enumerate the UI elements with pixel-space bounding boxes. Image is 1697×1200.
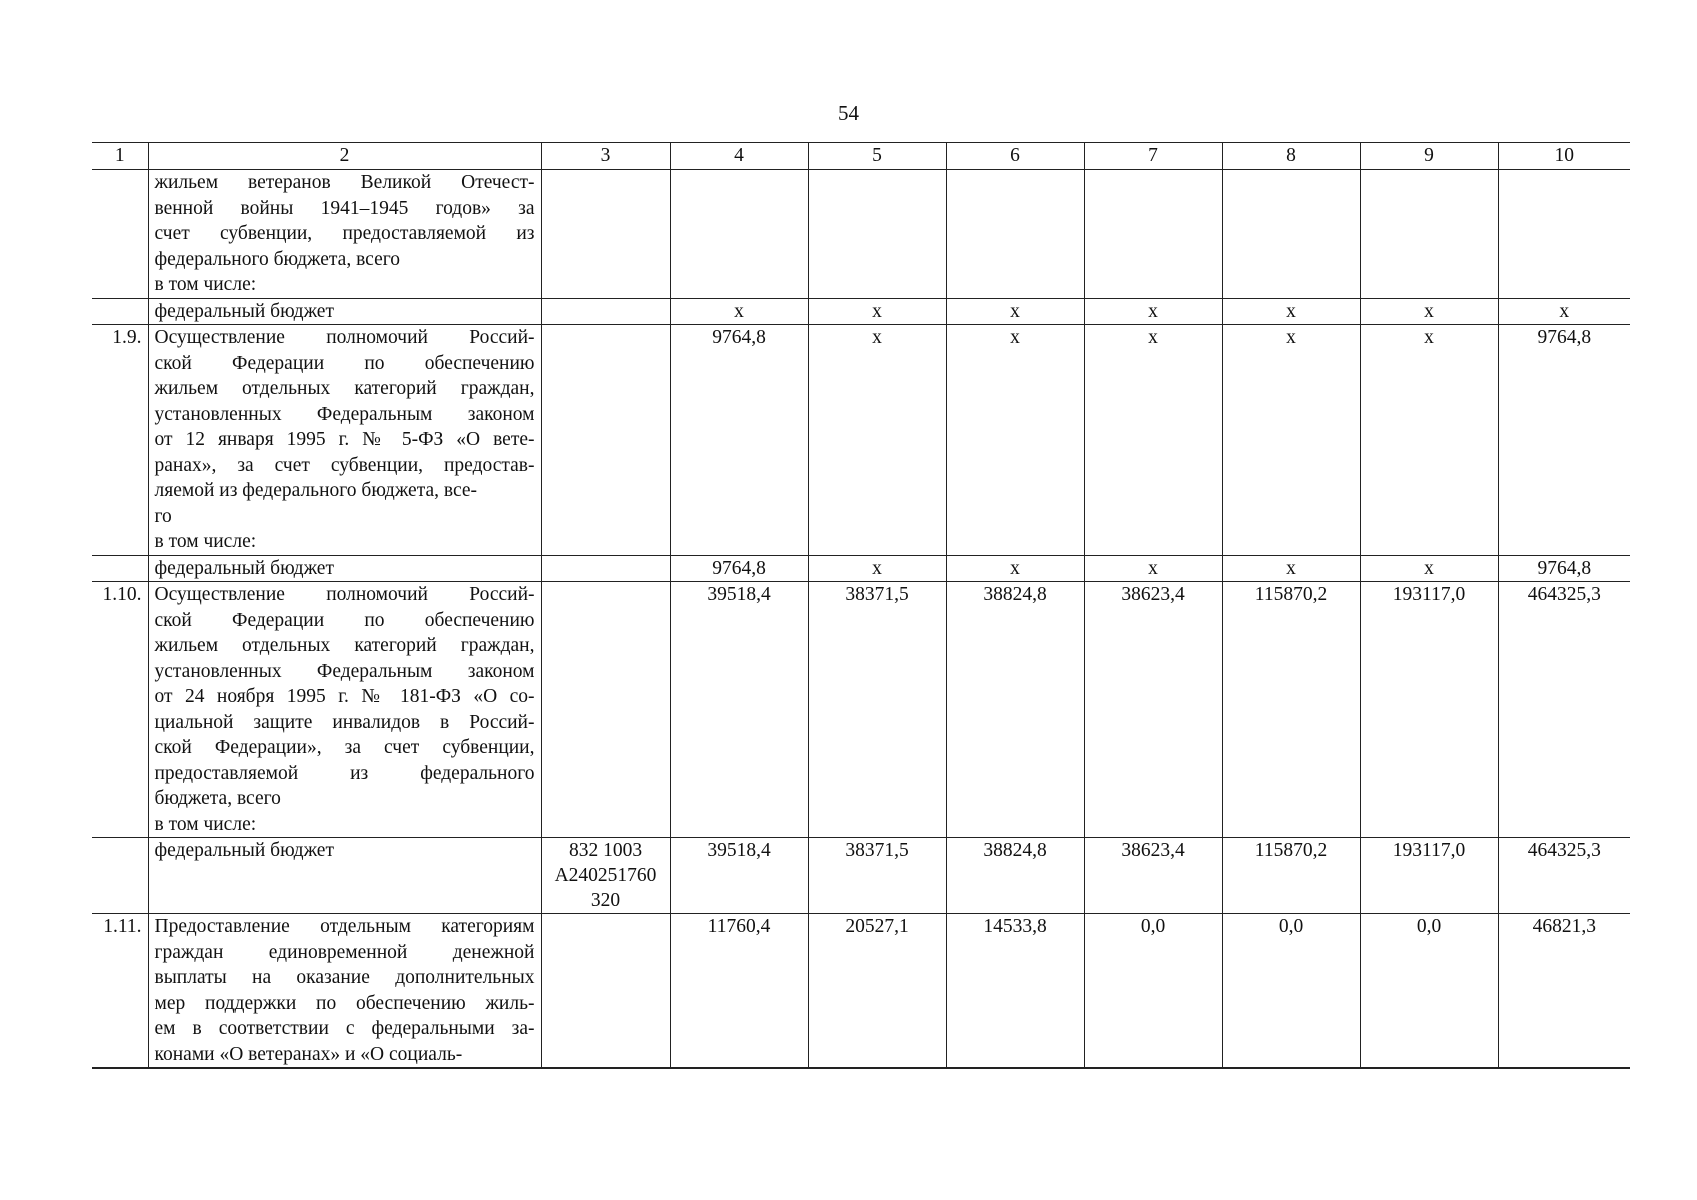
description-line: в том числе:: [154, 813, 257, 835]
header-cell: 8: [1222, 143, 1360, 170]
description-line: Осуществление полномочий Россий-: [154, 584, 535, 605]
table-row: [92, 325, 1630, 556]
value-cell: х: [946, 555, 1084, 582]
header-cell: 2: [148, 143, 541, 170]
budget-code: [541, 170, 670, 299]
budget-code-line: 320: [590, 890, 621, 911]
table-row: [92, 298, 1630, 325]
description-line: федерального бюджета, всего: [154, 248, 400, 270]
description-line: федеральный бюджет: [154, 557, 334, 579]
value-cell: х: [1084, 298, 1222, 325]
value-cell: 464325,3: [1498, 838, 1630, 914]
value-cell: х: [946, 298, 1084, 325]
value-cell: 0,0: [1222, 914, 1360, 1069]
header-cell: 1: [92, 143, 148, 170]
description-line: жильем отдельных категорий граждан,: [154, 378, 535, 399]
page-number: 54: [838, 101, 859, 125]
description-line: ем в соответствии с федеральными за-: [154, 1018, 535, 1039]
value-cell: 38824,8: [946, 582, 1084, 838]
description-line: в том числе:: [154, 274, 257, 295]
description-line: ской Федерации по обеспечению: [154, 352, 535, 374]
description-line: ранах», за счет субвенции, предостав-: [154, 454, 535, 476]
row-description: [148, 582, 541, 838]
value-cell: [1360, 170, 1498, 299]
value-cell: х: [1222, 325, 1360, 556]
description-line: от 12 января 1995 г. № 5-ФЗ «О вете-: [154, 429, 535, 450]
value-cell: 9764,8: [670, 325, 808, 556]
value-cell: 20527,1: [808, 914, 946, 1069]
description-line: ской Федерации по обеспечению: [154, 609, 535, 631]
table-row: [92, 582, 1630, 838]
header-cell: 6: [946, 143, 1084, 170]
budget-table: [92, 142, 1630, 1069]
value-cell: 38371,5: [808, 582, 946, 838]
value-cell: 9764,8: [670, 555, 808, 582]
row-number: 1.10.: [92, 582, 148, 838]
value-cell: х: [1498, 298, 1630, 325]
table-row: [92, 170, 1630, 299]
description-line: предоставляемой из федерального: [154, 762, 535, 784]
value-cell: 39518,4: [670, 582, 808, 838]
value-cell: 115870,2: [1222, 838, 1360, 914]
budget-code: [541, 582, 670, 838]
header-cell: 9: [1360, 143, 1498, 170]
value-cell: 39518,4: [670, 838, 808, 914]
value-cell: 0,0: [1084, 914, 1222, 1069]
budget-code: [541, 838, 670, 914]
description-line: установленных Федеральным законом: [154, 403, 535, 425]
budget-code: [541, 914, 670, 1069]
value-cell: х: [808, 298, 946, 325]
value-cell: 38824,8: [946, 838, 1084, 914]
value-cell: х: [1360, 298, 1498, 325]
description-line: Осуществление полномочий Россий-: [154, 327, 535, 348]
header-cell: 10: [1498, 143, 1630, 170]
value-cell: 0,0: [1360, 914, 1498, 1069]
header-cell: 4: [670, 143, 808, 170]
value-cell: [670, 170, 808, 299]
description-line: мер поддержки по обеспечению жиль-: [154, 992, 535, 1014]
value-cell: 9764,8: [1498, 555, 1630, 582]
value-cell: 38371,5: [808, 838, 946, 914]
value-cell: [1084, 170, 1222, 299]
value-cell: 14533,8: [946, 914, 1084, 1069]
value-cell: х: [1084, 555, 1222, 582]
description-line: бюджета, всего: [154, 788, 281, 809]
row-description: [148, 555, 541, 582]
value-cell: 115870,2: [1222, 582, 1360, 838]
description-line: федеральный бюджет: [154, 840, 334, 861]
description-line: циальной защите инвалидов в Россий-: [154, 711, 535, 733]
value-cell: 193117,0: [1360, 582, 1498, 838]
description-line: счет субвенции, предоставляемой из: [154, 223, 535, 244]
value-cell: [808, 170, 946, 299]
row-description: [148, 325, 541, 556]
row-description: [148, 298, 541, 325]
row-description: [148, 838, 541, 914]
budget-code-line: А240251760: [554, 865, 657, 886]
value-cell: 46821,3: [1498, 914, 1630, 1069]
row-number: [92, 298, 148, 325]
description-line: жильем отдельных категорий граждан,: [154, 635, 535, 656]
description-line: венной войны 1941–1945 годов» за: [154, 197, 535, 219]
header-cell: 3: [541, 143, 670, 170]
row-number: 1.11.: [92, 914, 148, 1069]
value-cell: х: [1360, 555, 1498, 582]
budget-code: [541, 298, 670, 325]
description-line: федеральный бюджет: [154, 300, 334, 322]
value-cell: х: [808, 555, 946, 582]
table-row: [92, 555, 1630, 582]
header-cell: 7: [1084, 143, 1222, 170]
description-line: граждан единовременной денежной: [154, 941, 535, 963]
description-line: го: [154, 505, 172, 527]
header-row: [92, 143, 1630, 170]
description-line: Предоставление отдельным категориям: [154, 916, 535, 937]
header-cell: 5: [808, 143, 946, 170]
value-cell: х: [670, 298, 808, 325]
value-cell: 464325,3: [1498, 582, 1630, 838]
description-line: от 24 ноября 1995 г. № 181-ФЗ «О со-: [154, 686, 535, 707]
description-line: жильем ветеранов Великой Отечест-: [154, 172, 535, 193]
value-cell: х: [1222, 555, 1360, 582]
description-line: установленных Федеральным законом: [154, 660, 535, 682]
value-cell: х: [1222, 298, 1360, 325]
description-line: ской Федерации», за счет субвенции,: [154, 737, 535, 758]
description-line: в том числе:: [154, 531, 257, 552]
budget-code: [541, 555, 670, 582]
row-number: [92, 555, 148, 582]
row-number: [92, 838, 148, 914]
value-cell: х: [1360, 325, 1498, 556]
value-cell: 38623,4: [1084, 838, 1222, 914]
value-cell: 38623,4: [1084, 582, 1222, 838]
row-number: [92, 170, 148, 299]
description-line: ляемой из федерального бюджета, все-: [154, 480, 477, 501]
value-cell: [1498, 170, 1630, 299]
description-line: выплаты на оказание дополнительных: [154, 967, 535, 988]
value-cell: 193117,0: [1360, 838, 1498, 914]
table-row: [92, 838, 1630, 914]
value-cell: 11760,4: [670, 914, 808, 1069]
value-cell: х: [946, 325, 1084, 556]
value-cell: 9764,8: [1498, 325, 1630, 556]
value-cell: [1222, 170, 1360, 299]
budget-code: [541, 325, 670, 556]
value-cell: [946, 170, 1084, 299]
row-number: 1.9.: [92, 325, 148, 556]
row-description: [148, 914, 541, 1069]
value-cell: х: [808, 325, 946, 556]
value-cell: х: [1084, 325, 1222, 556]
table-row: [92, 914, 1630, 1069]
budget-code-line: 832 1003: [568, 840, 643, 861]
description-line: конами «О ветеранах» и «О социаль-: [154, 1043, 463, 1065]
row-description: [148, 170, 541, 299]
